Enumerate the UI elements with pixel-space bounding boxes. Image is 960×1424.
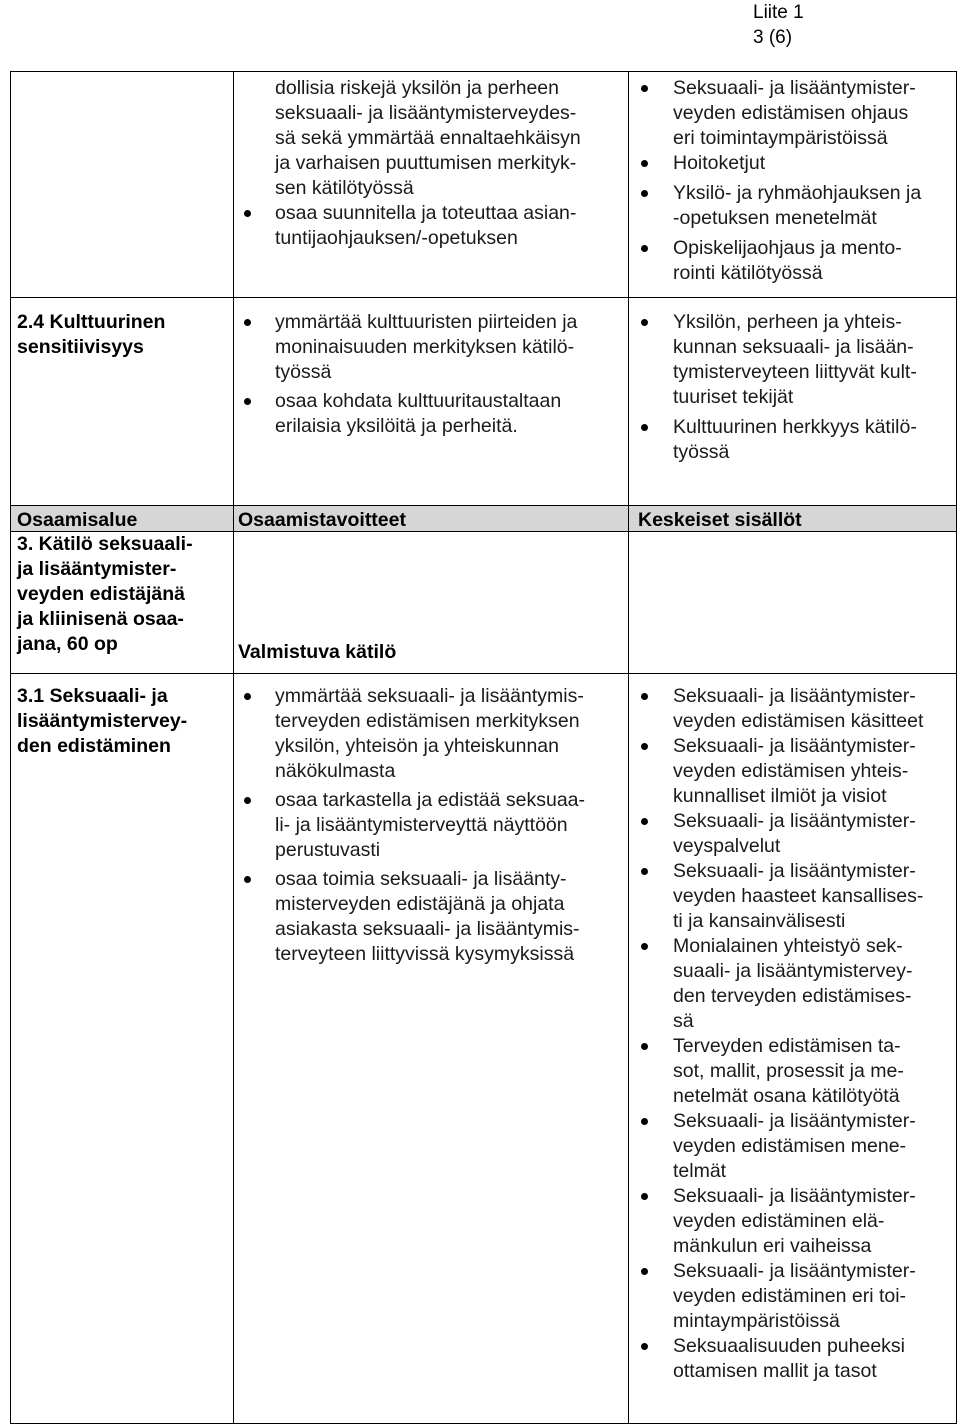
text-line: Seksuaali- ja lisääntymister- bbox=[673, 1110, 916, 1132]
text-line: ja lisääntymister- bbox=[17, 558, 177, 580]
text-line: osaa suunnitella ja toteuttaa asian- bbox=[275, 202, 577, 224]
text-line: tymisterveyteen liittyvät kult- bbox=[673, 361, 917, 383]
text-line: Yksilö- ja ryhmäohjauksen ja bbox=[673, 182, 922, 204]
list-item bbox=[240, 389, 622, 439]
text-line: 2.4 Kulttuurinen bbox=[17, 311, 166, 333]
text-line: Hoitoketjut bbox=[673, 152, 766, 174]
list-item bbox=[635, 934, 950, 1034]
list-item bbox=[635, 310, 950, 410]
text-line: netelmät osana kätilötyötä bbox=[673, 1085, 900, 1107]
list-item bbox=[240, 310, 622, 385]
text-line: den edistäminen bbox=[17, 735, 171, 757]
table-row bbox=[10, 297, 957, 505]
text-line: moninaisuuden merkityksen kätilö- bbox=[275, 336, 575, 358]
text-line: veyden edistämisen mene- bbox=[673, 1135, 907, 1157]
objectives-cell bbox=[233, 297, 628, 505]
text-line: Seksuaalisuuden puheeksi bbox=[673, 1335, 906, 1357]
text-line: suaali- ja lisääntymistervey- bbox=[673, 960, 913, 982]
objectives-cell bbox=[233, 531, 628, 673]
text-line: misterveyden edistäjänä ja ohjata bbox=[275, 893, 565, 915]
text-line: li- ja lisääntymisterveyttä näyttöön bbox=[275, 814, 568, 836]
attachment-label: Liite 1 bbox=[753, 2, 804, 23]
text-line: seksuaali- ja lisääntymisterveydes- bbox=[275, 102, 577, 124]
text-line: ja varhaisen puuttumisen merkityk- bbox=[275, 152, 577, 174]
text-line: veyspalvelut bbox=[673, 835, 781, 857]
objectives-list bbox=[240, 310, 622, 439]
text-line: jana, 60 op bbox=[17, 633, 118, 655]
text-line: Seksuaali- ja lisääntymister- bbox=[673, 1185, 916, 1207]
text-line: osaa toimia seksuaali- ja lisäänty- bbox=[275, 868, 567, 890]
list-item bbox=[635, 236, 950, 286]
text-line: yksilön, yhteisön ja yhteiskunnan bbox=[275, 735, 559, 757]
text-line: telmät bbox=[673, 1160, 727, 1182]
objectives-cell bbox=[233, 71, 628, 297]
text-line: den terveyden edistämises- bbox=[673, 985, 912, 1007]
text-line: Monialainen yhteistyö sek- bbox=[673, 935, 903, 957]
contents-list bbox=[635, 76, 950, 286]
text-line: Seksuaali- ja lisääntymister- bbox=[673, 77, 916, 99]
contents-cell bbox=[628, 71, 957, 297]
list-item bbox=[240, 867, 622, 967]
text-line: rointi kätilötyössä bbox=[673, 262, 823, 284]
text-line: eri toimintaympäristöissä bbox=[673, 127, 888, 149]
text-line: sensitiivisyys bbox=[17, 336, 144, 358]
objectives-list bbox=[240, 684, 622, 967]
curriculum-table bbox=[10, 71, 957, 1424]
table-row bbox=[10, 673, 957, 1424]
text-line: veyden edistämisen käsitteet bbox=[673, 710, 924, 732]
text-line: veyden edistämisen ohjaus bbox=[673, 102, 909, 124]
contents-cell-empty bbox=[628, 531, 957, 673]
text-line: Yksilön, perheen ja yhteis- bbox=[673, 311, 902, 333]
header-objectives: Osaamistavoitteet bbox=[233, 505, 628, 531]
text-line: Seksuaali- ja lisääntymister- bbox=[673, 860, 916, 882]
list-item bbox=[635, 734, 950, 809]
list-item bbox=[635, 1109, 950, 1184]
text-line: terveyden edistämisen merkityksen bbox=[275, 710, 580, 732]
text-line: mintaympäristöissä bbox=[673, 1310, 840, 1332]
contents-list bbox=[635, 684, 950, 1384]
text-line: tuntijaohjauksen/-opetuksen bbox=[275, 227, 518, 249]
text-line: Seksuaali- ja lisääntymister- bbox=[673, 810, 916, 832]
text-line: mänkulun eri vaiheissa bbox=[673, 1235, 872, 1257]
text-line: Seksuaali- ja lisääntymister- bbox=[673, 735, 916, 757]
text-line: osaa kohdata kulttuuritaustaltaan bbox=[275, 390, 562, 412]
text-line: 3.1 Seksuaali- ja bbox=[17, 685, 168, 707]
objectives-cell bbox=[233, 673, 628, 1424]
text-line: Seksuaali- ja lisääntymister- bbox=[673, 1260, 916, 1282]
text-line: tuuriset tekijät bbox=[673, 386, 794, 408]
text-line: perustuvasti bbox=[275, 839, 381, 861]
text-line: kunnan seksuaali- ja lisään- bbox=[673, 336, 914, 358]
text-line: veyden haasteet kansallises- bbox=[673, 885, 924, 907]
text-line: veyden edistäminen eri toi- bbox=[673, 1285, 907, 1307]
table-row bbox=[10, 531, 957, 673]
list-item bbox=[635, 684, 950, 734]
text-line: -opetuksen menetelmät bbox=[673, 207, 877, 229]
text-line: työssä bbox=[673, 441, 730, 463]
text-line: Kulttuurinen herkkyys kätilö- bbox=[673, 416, 917, 438]
text-line: sä bbox=[673, 1010, 694, 1032]
text-line: osaa tarkastella ja edistää seksuaa- bbox=[275, 789, 586, 811]
text-line: Seksuaali- ja lisääntymister- bbox=[673, 685, 916, 707]
text-line: veyden edistämisen yhteis- bbox=[673, 760, 909, 782]
list-item bbox=[240, 201, 622, 251]
page-number: 3 (6) bbox=[753, 27, 793, 48]
list-item bbox=[635, 859, 950, 934]
text-line: Opiskelijaohjaus ja mento- bbox=[673, 237, 902, 259]
text-line: sä sekä ymmärtää ennaltaehkäisyn bbox=[275, 127, 581, 149]
list-item bbox=[635, 809, 950, 859]
text-line: terveyteen liittyvissä kysymyksissä bbox=[275, 943, 575, 965]
text-line: ymmärtää kulttuuristen piirteiden ja bbox=[275, 311, 578, 333]
text-line: sen kätilötyössä bbox=[275, 177, 414, 199]
list-item bbox=[635, 76, 950, 151]
text-line: 3. Kätilö seksuaali- bbox=[17, 533, 193, 555]
contents-cell bbox=[628, 297, 957, 505]
table-header-row bbox=[10, 505, 957, 531]
list-item bbox=[240, 788, 622, 863]
text-line: lisääntymistervey- bbox=[17, 710, 188, 732]
text-line: asiakasta seksuaali- ja lisääntymis- bbox=[275, 918, 580, 940]
list-item bbox=[635, 151, 950, 176]
text-line: sot, mallit, prosessit ja me- bbox=[673, 1060, 904, 1082]
text-line: Terveyden edistämisen ta- bbox=[673, 1035, 901, 1057]
objective-continuation bbox=[240, 76, 622, 201]
list-item bbox=[240, 684, 622, 784]
contents-list bbox=[635, 310, 950, 465]
list-item bbox=[635, 415, 950, 465]
text-line: veyden edistäjänä bbox=[17, 583, 185, 605]
text-line: kunnalliset ilmiöt ja visiot bbox=[673, 785, 887, 807]
area-cell bbox=[10, 673, 233, 1424]
page-header bbox=[753, 0, 804, 50]
list-item bbox=[635, 1259, 950, 1334]
text-line: ottamisen mallit ja tasot bbox=[673, 1360, 877, 1382]
text-line: näkökulmasta bbox=[275, 760, 396, 782]
table-row bbox=[10, 71, 957, 297]
header-area: Osaamisalue bbox=[10, 505, 233, 531]
text-line: veyden edistäminen elä- bbox=[673, 1210, 885, 1232]
list-item bbox=[635, 1034, 950, 1109]
area-cell bbox=[10, 297, 233, 505]
list-item bbox=[635, 181, 950, 231]
objectives-list bbox=[240, 201, 622, 251]
text-line: ymmärtää seksuaali- ja lisääntymis- bbox=[275, 685, 584, 707]
list-item bbox=[635, 1184, 950, 1259]
area-cell bbox=[10, 531, 233, 673]
text-line: erilaisia yksilöitä ja perheitä. bbox=[275, 415, 518, 437]
text-line: dollisia riskejä yksilön ja perheen bbox=[275, 77, 559, 99]
graduate-midwife-label: Valmistuva kätilö bbox=[238, 641, 397, 663]
contents-cell bbox=[628, 673, 957, 1424]
text-line: ja kliinisenä osaa- bbox=[17, 608, 184, 630]
list-item bbox=[635, 1334, 950, 1384]
area-cell-empty bbox=[10, 71, 233, 297]
text-line: työssä bbox=[275, 361, 332, 383]
header-contents: Keskeiset sisällöt bbox=[628, 505, 957, 531]
text-line: ti ja kansainvälisesti bbox=[673, 910, 846, 932]
